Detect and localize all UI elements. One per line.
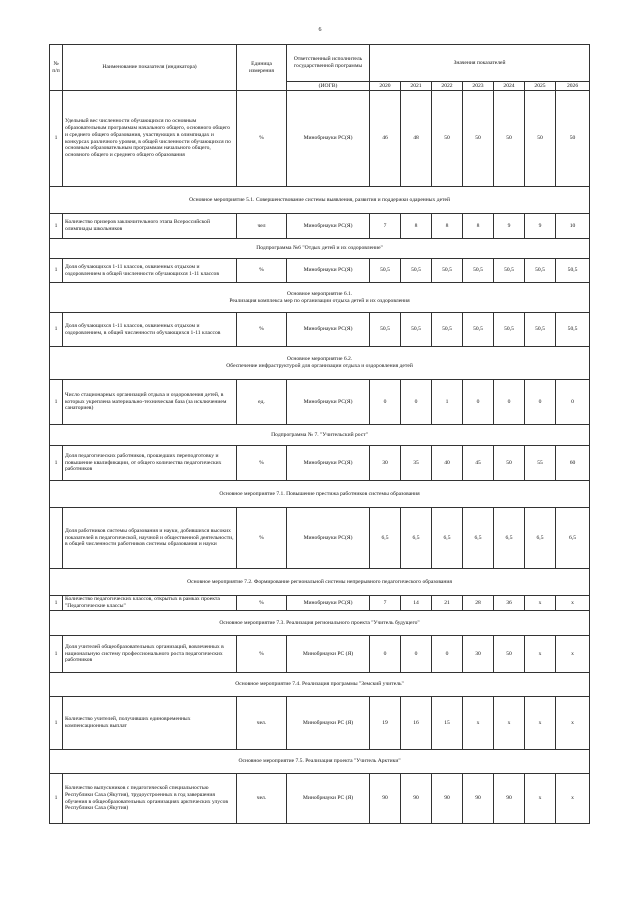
table-row xyxy=(50,697,590,750)
indicator-value: 15 xyxy=(432,697,463,750)
indicator-value: 0 xyxy=(463,380,494,425)
section-title-line: Основное мероприятие 7.4. Реализация программы "Земский учитель" xyxy=(235,681,404,687)
indicator-value: x xyxy=(494,697,525,750)
indicator-name: Доля работников системы образования и науки, добившихся высоких показателей в педагогической, научной и общественной деятельности, в общей численности работников системы образования и науки xyxy=(63,508,237,569)
header-year: 2021 xyxy=(401,82,432,91)
section-row xyxy=(50,611,590,636)
indicator-value: 7 xyxy=(370,596,401,611)
responsible-executor: Минобрнауки РС (Я) xyxy=(287,636,370,673)
section-title xyxy=(50,187,590,214)
table-row xyxy=(50,259,590,283)
indicator-value: 50,5 xyxy=(494,259,525,283)
indicator-value: x xyxy=(556,596,590,611)
section-row xyxy=(50,750,590,774)
indicator-value: 8 xyxy=(432,214,463,239)
responsible-executor: Минобрнауки РС (Я) xyxy=(287,774,370,824)
header-year: 2024 xyxy=(494,82,525,91)
section-title xyxy=(50,283,590,313)
responsible-executor: Минобрнауки РС(Я) xyxy=(287,91,370,187)
indicator-value: x xyxy=(525,697,556,750)
section-title-line: Основное мероприятие 7.1. Повышение престижа работников системы образования xyxy=(219,490,420,497)
header-values: Значения показателей xyxy=(370,45,590,82)
indicator-value: 50 xyxy=(463,91,494,187)
indicator-value: 0 xyxy=(556,380,590,425)
row-number: 1 xyxy=(50,697,63,750)
indicator-value: x xyxy=(556,774,590,824)
responsible-executor: Минобрнауки РС(Я) xyxy=(287,214,370,239)
indicator-value: 46 xyxy=(370,91,401,187)
responsible-executor: Минобрнауки РС(Я) xyxy=(287,508,370,569)
header-responsible: Ответственный исполнитель государственной программы xyxy=(287,45,370,82)
indicator-value: x xyxy=(525,596,556,611)
indicator-value: 50,5 xyxy=(370,313,401,347)
indicator-value: 50,5 xyxy=(432,259,463,283)
section-title-line: Основное мероприятие 7.5. Реализация проекта "Учитель Арктики" xyxy=(238,758,401,764)
table-row xyxy=(50,508,590,569)
indicator-value: 50 xyxy=(432,91,463,187)
header-year: 2022 xyxy=(432,82,463,91)
section-row xyxy=(50,283,590,313)
indicator-value: 0 xyxy=(525,380,556,425)
unit-of-measure: % xyxy=(237,91,287,187)
indicator-value: 50,5 xyxy=(463,313,494,347)
indicator-value: 55 xyxy=(525,446,556,481)
row-number: 1 xyxy=(50,313,63,347)
indicator-value: 0 xyxy=(432,636,463,673)
table-row xyxy=(50,774,590,824)
section-title xyxy=(50,481,590,508)
indicator-value: 0 xyxy=(401,380,432,425)
indicator-value: 6,5 xyxy=(401,508,432,569)
indicator-value: x xyxy=(556,636,590,673)
indicator-value: 6,5 xyxy=(525,508,556,569)
section-title-line: Основное мероприятие 7.2. Формирование региональной системы непрерывного педагогического образования xyxy=(187,578,452,585)
indicator-value: 60 xyxy=(556,446,590,481)
indicator-name: Количество призеров заключительного этапа Всероссийской олимпиады школьников xyxy=(63,214,237,239)
section-title xyxy=(50,569,590,596)
indicator-value: 50 xyxy=(494,446,525,481)
indicator-value: 50,5 xyxy=(432,313,463,347)
section-row xyxy=(50,187,590,214)
section-title xyxy=(50,611,590,636)
section-title xyxy=(50,750,590,774)
indicator-value: 0 xyxy=(494,380,525,425)
section-row xyxy=(50,673,590,697)
indicator-name: Доля обучающихся 1-11 классов, охваченных отдыхом и оздоровлением, в общей численности обучающихся 1-11 классов xyxy=(63,313,237,347)
header-year: 2025 xyxy=(525,82,556,91)
section-title xyxy=(50,239,590,259)
section-title xyxy=(50,347,590,380)
indicator-value: 0 xyxy=(401,636,432,673)
indicator-value: 7 xyxy=(370,214,401,239)
indicator-value: 0 xyxy=(370,380,401,425)
indicator-value: 50,5 xyxy=(370,259,401,283)
indicator-name: Количество учителей, получивших единовременных компенсационных выплат xyxy=(63,697,237,750)
indicator-value: 90 xyxy=(432,774,463,824)
indicator-value: 36 xyxy=(494,596,525,611)
indicator-value: 30 xyxy=(370,446,401,481)
indicator-value: 50,5 xyxy=(556,313,590,347)
indicator-value: 50,5 xyxy=(494,313,525,347)
table-row xyxy=(50,91,590,187)
indicator-value: 28 xyxy=(463,596,494,611)
indicator-name: Доля педагогических работников, прошедших переподготовку и повышение квалификации, от общего количества педагогических работников xyxy=(63,446,237,481)
unit-of-measure: чел. xyxy=(237,774,287,824)
responsible-executor: Минобрнауки РС(Я) xyxy=(287,596,370,611)
indicator-value: 40 xyxy=(432,446,463,481)
indicator-value: x xyxy=(525,774,556,824)
unit-of-measure: чел xyxy=(237,214,287,239)
indicator-value: 14 xyxy=(401,596,432,611)
indicator-value: 6,5 xyxy=(556,508,590,569)
indicator-value: 30 xyxy=(463,636,494,673)
header-year: 2026 xyxy=(556,82,590,91)
responsible-executor: Минобрнауки РС(Я) xyxy=(287,380,370,425)
indicators-table xyxy=(49,44,590,824)
indicator-value: x xyxy=(556,697,590,750)
section-title-line: Основное мероприятие 7.3. Реализация регионального проекта "Учитель будущего" xyxy=(219,619,420,626)
section-row xyxy=(50,481,590,508)
indicator-value: 21 xyxy=(432,596,463,611)
indicator-value: 10 xyxy=(556,214,590,239)
responsible-executor: Минобрнауки РС (Я) xyxy=(287,697,370,750)
indicator-value: 8 xyxy=(401,214,432,239)
indicator-value: 6,5 xyxy=(432,508,463,569)
section-row xyxy=(50,347,590,380)
unit-of-measure: % xyxy=(237,596,287,611)
unit-of-measure: % xyxy=(237,446,287,481)
indicator-name: Количество педагогических классов, открытых в рамках проекта "Педагогические классы" xyxy=(63,596,237,611)
indicator-value: 8 xyxy=(463,214,494,239)
page-number: 6 xyxy=(318,27,322,33)
indicator-value: 9 xyxy=(525,214,556,239)
table-row xyxy=(50,380,590,425)
header-name: Наименование показателя (индикатора) xyxy=(63,45,237,91)
indicator-name: Удельный вес численности обучающихся по основным образовательным программам начального общего, основного общего и среднего общего образования, участвующих в олимпиадах и конкурсах различного уровня, в общей численности обучающихся по основным образовательным программам начального общего, основного общего и среднего общего образования xyxy=(63,91,237,187)
section-title xyxy=(50,673,590,697)
row-number: 1 xyxy=(50,259,63,283)
indicator-value: 50,5 xyxy=(525,313,556,347)
table-row xyxy=(50,446,590,481)
row-number: 1 xyxy=(50,91,63,187)
indicator-value: 45 xyxy=(463,446,494,481)
responsible-executor: Минобрнауки РС(Я) xyxy=(287,259,370,283)
section-title xyxy=(50,425,590,446)
indicator-value: 16 xyxy=(401,697,432,750)
row-number: 1 xyxy=(50,214,63,239)
indicator-name: Доля учителей общеобразовательных организаций, вовлеченных в национальную систему профессионального роста педагогических работников xyxy=(63,636,237,673)
indicator-value: 50 xyxy=(556,91,590,187)
indicator-value: 50,5 xyxy=(556,259,590,283)
unit-of-measure: % xyxy=(237,636,287,673)
indicator-value: 50 xyxy=(494,636,525,673)
indicator-value: 50,5 xyxy=(401,313,432,347)
header-year: 2023 xyxy=(463,82,494,91)
row-number: 1 xyxy=(50,636,63,673)
table-row xyxy=(50,636,590,673)
section-title-line: Основное мероприятие 6.2. xyxy=(286,356,353,363)
indicator-value: 90 xyxy=(463,774,494,824)
section-row xyxy=(50,239,590,259)
table-row xyxy=(50,596,590,611)
responsible-executor: Минобрнауки РС(Я) xyxy=(287,313,370,347)
section-title-line: Подпрограмма № 7. "Учительский рост" xyxy=(271,431,368,438)
indicator-value: x xyxy=(525,636,556,673)
section-title-line: Основное мероприятие 5.1. Совершенствование системы выявления, развития и поддержки одаренных детей xyxy=(189,196,450,203)
indicator-value: 50,5 xyxy=(525,259,556,283)
row-number: 1 xyxy=(50,446,63,481)
row-number: 1 xyxy=(50,596,63,611)
table-row xyxy=(50,313,590,347)
row-number: 1 xyxy=(50,774,63,824)
indicator-value: 19 xyxy=(370,697,401,750)
indicator-value: 90 xyxy=(370,774,401,824)
indicator-name: Число стационарных организаций отдыха и оздоровления детей, в которых укреплена материально-техническая база (за исключением санаториев) xyxy=(63,380,237,425)
section-row xyxy=(50,425,590,446)
unit-of-measure: % xyxy=(237,259,287,283)
indicator-value: x xyxy=(463,697,494,750)
indicator-value: 1 xyxy=(432,380,463,425)
section-title-line: Основное мероприятие 6.1. xyxy=(286,290,353,297)
table-row xyxy=(50,214,590,239)
header-unit: Единица измерения xyxy=(237,45,287,91)
indicator-value: 50 xyxy=(525,91,556,187)
header-year: 2020 xyxy=(370,82,401,91)
indicator-value: 48 xyxy=(401,91,432,187)
indicator-value: 6,5 xyxy=(370,508,401,569)
indicator-value: 35 xyxy=(401,446,432,481)
row-number: 1 xyxy=(50,380,63,425)
indicator-value: 50,5 xyxy=(463,259,494,283)
indicator-name: Доля обучающихся 1-11 классов, охваченных отдыхом и оздоровлением в общей численности обучающихся 1-11 классов xyxy=(63,259,237,283)
indicator-value: 50,5 xyxy=(401,259,432,283)
row-number xyxy=(50,508,63,569)
indicator-name: Количество выпускников с педагогической специальностью Республики Саха (Якутия), трудоустроенных в год завершения обучения в общеобразовательных организациях арктических улусов Республики Саха (Якутия) xyxy=(63,774,237,824)
indicator-value: 90 xyxy=(401,774,432,824)
section-title-line: Обеспечение инфраструктурой для организации отдыха и оздоровления детей xyxy=(226,363,413,369)
section-row xyxy=(50,569,590,596)
indicator-value: 6,5 xyxy=(463,508,494,569)
unit-of-measure: % xyxy=(237,508,287,569)
unit-of-measure: % xyxy=(237,313,287,347)
indicator-value: 0 xyxy=(370,636,401,673)
unit-of-measure: ед. xyxy=(237,380,287,425)
indicator-value: 90 xyxy=(494,774,525,824)
unit-of-measure: чел. xyxy=(237,697,287,750)
indicator-value: 6,5 xyxy=(494,508,525,569)
section-title-line: Реализация комплекса мер по организации отдыха детей и их оздоровления xyxy=(229,297,410,304)
indicator-value: 9 xyxy=(494,214,525,239)
section-title-line: Подпрограмма №6 "Отдых детей и их оздоровление" xyxy=(256,245,383,251)
indicator-value: 50 xyxy=(494,91,525,187)
responsible-executor: Минобрнауки РС(Я) xyxy=(287,446,370,481)
header-responsible-abbr: (ИОГВ) xyxy=(287,82,370,91)
header-num: № п/п xyxy=(50,45,63,91)
